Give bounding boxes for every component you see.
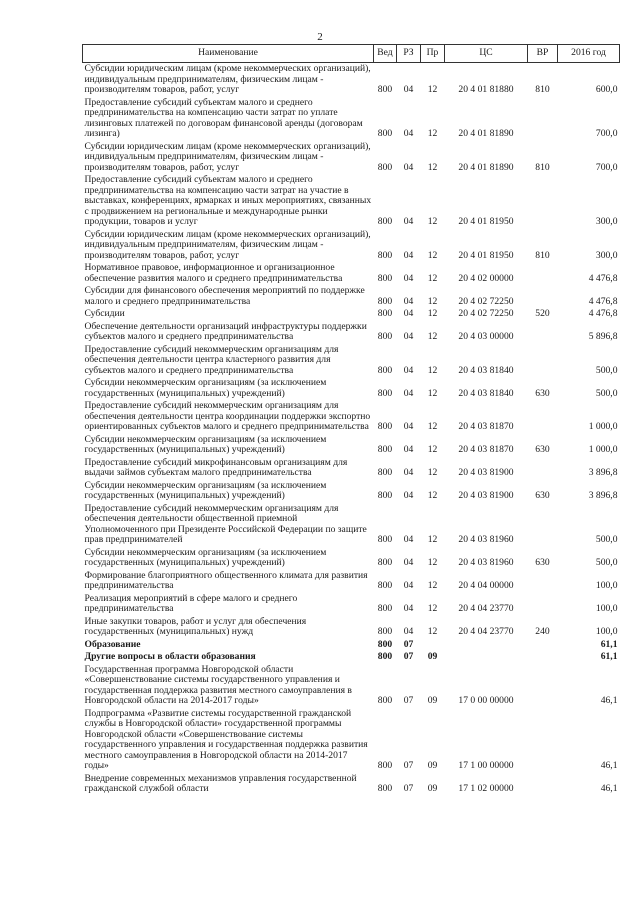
cell-cs: 20 4 01 81950 [458,249,514,261]
table-row [83,593,620,616]
table-row [83,344,620,378]
cell-ved: 800 [377,364,393,376]
cell-pr: 12 [427,534,438,545]
cell-rz: 04 [403,557,414,568]
cell-pr: 09 [427,651,438,662]
cell-cs: 20 4 03 81840 [458,364,514,376]
cell-ved: 800 [377,295,393,307]
cell-rz: 04 [403,308,414,319]
cell-name: Субсидии некоммерческим организациям (за исключением государственных (муниципальных) учреждений) [84,546,327,568]
cell-ved: 800 [377,490,393,501]
table-row [83,547,620,570]
cell-cs: 20 4 02 72250 [458,295,514,307]
cell-rz: 04 [403,364,414,376]
table-row [83,400,620,434]
cell-cs [445,639,528,652]
header-vr: ВР [528,45,558,63]
table-body [83,63,620,796]
cell-name: Предоставление субсидий некоммерческим организациям для обеспечения деятельности центра кластерного развития для субъектов малого и среднего предпринимательства [84,343,339,376]
cell-name: Субсидии юридическим лицам (кроме некоммерческих организаций), индивидуальным предпринимателям, физическим лицам - производителям товаров, работ, услуг [84,63,371,95]
cell-sum: 500,0 [595,557,618,568]
header-cs: ЦС [445,45,528,63]
cell-rz: 07 [403,695,414,706]
cell-sum: 700,0 [595,128,618,139]
cell-pr: 12 [427,364,438,376]
cell-cs: 20 4 03 81960 [458,534,514,545]
cell-rz: 04 [403,421,414,432]
cell-sum: 61,1 [600,638,618,650]
cell-vr [528,97,558,141]
cell-pr: 12 [427,216,438,227]
cell-cs: 20 4 04 00000 [458,580,514,591]
cell-ved: 800 [377,421,393,432]
cell-pr: 09 [427,783,438,794]
cell-vr: 630 [535,387,550,399]
cell-sum: 61,1 [600,651,618,662]
cell-ved: 800 [377,760,393,771]
cell-vr [528,400,558,434]
cell-cs: 20 4 02 00000 [458,272,514,284]
header-rz: РЗ [397,45,421,63]
cell-name: Обеспечение деятельности организаций инфраструктуры поддержки субъектов малого и среднего предпринимательства [84,320,367,342]
cell-name: Предоставление субсидий некоммерческим организациям для обеспечения деятельности общественной приемной Уполномоченного при Президенте Российской Федерации по защите прав предпринимателей [84,502,367,545]
cell-vr: 630 [535,490,550,501]
cell-sum: 500,0 [595,364,618,376]
cell-pr: 12 [427,387,438,399]
cell-ved: 800 [377,387,393,399]
cell-rz: 04 [403,295,414,307]
cell-ved: 800 [377,161,393,173]
table-header-row [83,45,620,63]
cell-name: Субсидии для финансового обеспечения мероприятий по поддержке малого и среднего предпринимательства [84,285,365,307]
cell-pr: 12 [427,128,438,139]
header-ved: Вед [374,45,397,63]
table-row [83,708,620,773]
cell-ved: 800 [377,216,393,227]
header-name: Наименование [83,45,374,63]
cell-ved: 800 [377,626,393,637]
cell-sum: 500,0 [595,387,618,399]
table-row [83,616,620,639]
cell-cs: 20 4 03 81840 [458,387,514,399]
cell-name: Внедрение современных механизмов управления государственной гражданской службой области [84,772,357,794]
cell-cs: 20 4 03 81870 [458,444,514,455]
cell-pr: 12 [427,272,438,284]
cell-rz: 04 [403,161,414,173]
table-row [83,664,620,708]
cell-cs: 17 0 00 00000 [458,695,514,706]
cell-ved: 800 [377,783,393,794]
cell-cs: 20 4 04 23770 [458,626,514,637]
cell-sum: 300,0 [595,216,618,227]
cell-name: Нормативное правовое, информационное и организационное обеспечение развития малого и среднего предпринимательства [84,262,343,284]
cell-sum: 500,0 [595,534,618,545]
cell-rz: 07 [403,638,414,650]
cell-sum: 46,1 [600,695,618,706]
cell-vr [528,321,558,344]
cell-pr: 12 [427,580,438,591]
cell-vr [528,570,558,593]
cell-sum: 4 476,8 [588,295,618,307]
cell-pr: 09 [427,695,438,706]
cell-rz: 07 [403,760,414,771]
cell-rz: 04 [403,580,414,591]
cell-rz: 07 [403,783,414,794]
cell-name: Предоставление субсидий некоммерческим организациям для обеспечения деятельности центра координации поддержки экспортно ориентированных субъектов малого и среднего предпринимательства [84,400,371,432]
cell-vr [528,708,558,773]
cell-rz: 04 [403,387,414,399]
cell-sum: 46,1 [600,760,618,771]
cell-name: Другие вопросы в области образования [84,651,256,662]
table-row [83,174,620,229]
cell-name: Формирование благоприятного общественного климата для развития предпринимательства [84,569,368,591]
cell-name: Субсидии юридическим лицам (кроме некоммерческих организаций), индивидуальным предпринимателям, физическим лицам - производителям товаров, работ, услуг [84,228,371,261]
cell-pr [421,639,445,652]
cell-ved: 800 [377,272,393,284]
cell-cs: 20 4 03 81960 [458,557,514,568]
cell-ved: 800 [377,308,393,319]
table-row [83,570,620,593]
cell-vr: 630 [535,557,550,568]
cell-pr: 12 [427,84,438,95]
cell-ved: 800 [377,580,393,591]
cell-rz: 04 [403,603,414,614]
cell-name: Государственная программа Новгородской области «Совершенствование системы государственного управления и государственная поддержка развития местного самоуправления в Новгородской области на 2014-2017 годы» [84,663,352,706]
cell-pr: 12 [427,249,438,261]
table-row [83,651,620,664]
table-row [83,377,620,400]
cell-cs: 20 4 04 23770 [458,603,514,614]
page-number: 2 [317,31,323,43]
cell-vr: 810 [535,161,550,173]
cell-vr: 240 [535,626,550,637]
table-row [83,480,620,503]
cell-rz: 04 [403,467,414,478]
table-row [83,773,620,796]
cell-ved: 800 [377,638,393,650]
cell-cs: 17 1 02 00000 [458,783,514,794]
cell-sum: 300,0 [595,249,618,261]
cell-sum: 3 896,8 [588,467,618,478]
cell-rz: 04 [403,216,414,227]
table-row [83,141,620,175]
cell-sum: 100,0 [595,580,618,591]
table-row [83,63,620,97]
cell-pr: 12 [427,603,438,614]
cell-pr: 12 [427,467,438,478]
cell-name: Предоставление субсидий субъектам малого и среднего предпринимательства на компенсацию части затрат на участие в выставках, конференциях, ярмарках и иных мероприятиях, связанных с продвижением на региональные и международные рынки продукции, товаров и услуг [84,174,372,227]
cell-name: Подпрограмма «Развитие системы государственной гражданской службы в Новгородской области» государственной программы Новгородской области «Совершенствование системы государственного управления и государственная поддержка развития местного самоуправления в Новгородской области на 2014-2017 годы» [84,707,368,771]
cell-vr [528,262,558,285]
cell-cs: 20 4 01 81880 [458,84,514,95]
cell-sum: 3 896,8 [588,490,618,501]
cell-name: Предоставление субсидий субъектам малого и среднего предпринимательства на компенсацию части затрат по уплате лизинговых платежей по договорам финансовой аренды (договорам лизинга) [84,96,363,139]
cell-ved: 800 [377,557,393,568]
cell-sum: 4 476,8 [588,308,618,319]
cell-pr: 12 [427,626,438,637]
cell-sum: 100,0 [595,626,618,637]
cell-cs: 20 4 01 81890 [458,161,514,173]
cell-pr: 12 [427,295,438,307]
cell-vr: 630 [535,444,550,455]
cell-rz: 04 [403,272,414,284]
cell-pr: 12 [427,490,438,501]
cell-vr [528,457,558,480]
cell-vr [528,174,558,229]
table-row [83,321,620,344]
cell-vr: 810 [535,249,550,261]
cell-vr [528,593,558,616]
cell-cs: 20 4 01 81890 [458,128,514,139]
cell-pr: 12 [427,331,438,342]
cell-ved: 800 [377,603,393,614]
cell-pr: 12 [427,421,438,432]
table-row [83,308,620,321]
cell-pr: 12 [427,557,438,568]
cell-name: Реализация мероприятий в сфере малого и среднего предпринимательства [84,592,298,614]
cell-rz: 04 [403,490,414,501]
cell-rz: 04 [403,84,414,95]
cell-name: Субсидии [84,308,125,319]
cell-vr [528,503,558,547]
cell-ved: 800 [377,128,393,139]
cell-vr [528,639,558,652]
cell-vr [528,285,558,308]
cell-ved: 800 [377,651,393,662]
cell-name: Субсидии некоммерческим организациям (за исключением государственных (муниципальных) учреждений) [84,479,327,501]
cell-sum: 600,0 [595,84,618,95]
cell-rz: 04 [403,444,414,455]
header-pr: Пр [421,45,445,63]
cell-name: Образование [84,638,141,650]
cell-rz: 07 [403,651,414,662]
cell-rz: 04 [403,331,414,342]
table-row [83,229,620,263]
cell-name: Субсидии некоммерческим организациям (за исключением государственных (муниципальных) учреждений) [84,377,327,399]
cell-cs: 20 4 03 81900 [458,467,514,478]
cell-name: Субсидии юридическим лицам (кроме некоммерческих организаций), индивидуальным предпринимателям, физическим лицам - производителям товаров, работ, услуг [84,140,371,173]
cell-rz: 04 [403,128,414,139]
table-row [83,503,620,547]
table-row [83,639,620,652]
cell-rz: 04 [403,534,414,545]
cell-sum: 1 000,0 [588,421,618,432]
cell-name: Предоставление субсидий микрофинансовым организациям для выдачи займов субъектам малого предпринимательства [84,456,348,478]
table-row [83,97,620,141]
cell-sum: 46,1 [600,783,618,794]
cell-pr: 12 [427,444,438,455]
cell-cs: 20 4 01 81950 [458,216,514,227]
cell-vr: 520 [535,308,550,319]
cell-name: Иные закупки товаров, работ и услуг для обеспечения государственных (муниципальных) нужд [84,615,307,637]
cell-sum: 4 476,8 [588,272,618,284]
cell-pr: 12 [427,161,438,173]
cell-rz: 04 [403,626,414,637]
cell-ved: 800 [377,249,393,261]
cell-cs: 20 4 03 81900 [458,490,514,501]
cell-ved: 800 [377,331,393,342]
cell-cs: 17 1 00 00000 [458,760,514,771]
cell-vr [528,773,558,796]
header-year: 2016 год [558,45,620,63]
cell-sum: 100,0 [595,603,618,614]
cell-vr [528,651,558,664]
cell-pr: 09 [427,760,438,771]
cell-cs: 20 4 02 72250 [458,308,514,319]
cell-cs: 20 4 03 00000 [458,331,514,342]
cell-ved: 800 [377,534,393,545]
cell-name: Субсидии некоммерческим организациям (за исключением государственных (муниципальных) учреждений) [84,433,327,455]
cell-sum: 700,0 [595,161,618,173]
cell-sum: 1 000,0 [588,444,618,455]
cell-vr [528,344,558,378]
cell-cs: 20 4 03 81870 [458,421,514,432]
cell-vr [528,664,558,708]
cell-cs [445,651,528,664]
table-row [83,434,620,457]
budget-table [82,44,620,796]
table-row [83,285,620,308]
table-row [83,457,620,480]
cell-ved: 800 [377,695,393,706]
cell-vr: 810 [535,84,550,95]
cell-ved: 800 [377,84,393,95]
cell-ved: 800 [377,444,393,455]
table-row [83,262,620,285]
cell-rz: 04 [403,249,414,261]
cell-pr: 12 [427,308,438,319]
cell-sum: 5 896,8 [588,331,618,342]
cell-ved: 800 [377,467,393,478]
